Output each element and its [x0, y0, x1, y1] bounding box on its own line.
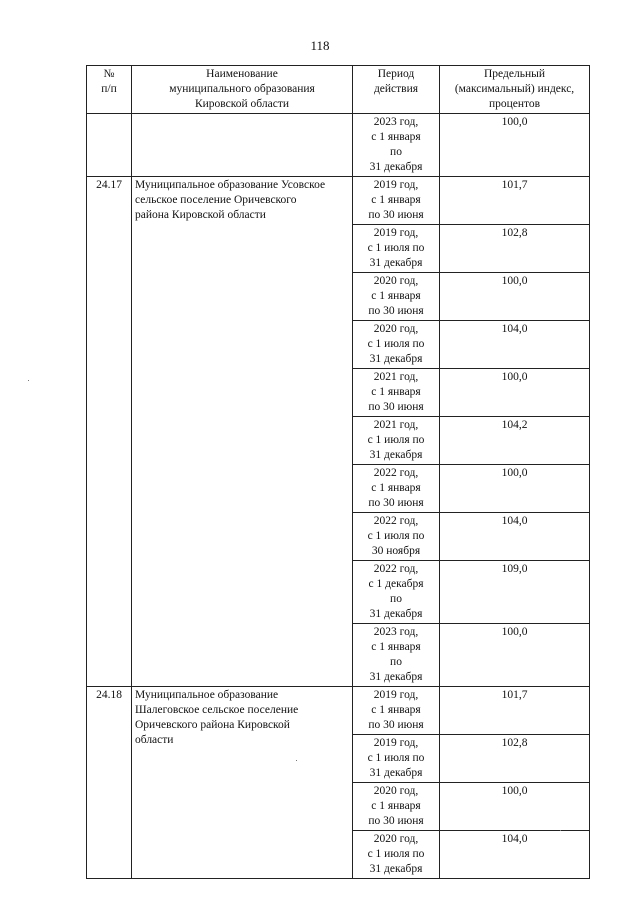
header-period-line: Период	[377, 68, 415, 80]
period-cell	[353, 225, 440, 273]
municipality-name-cell	[132, 114, 353, 177]
period-line: с 1 января	[371, 131, 421, 143]
header-municipality-line: Кировской области	[194, 98, 290, 110]
municipality-name-line: Шалеговское сельское поселение	[135, 704, 299, 716]
period-line: с 1 января	[371, 704, 421, 716]
period-line: 2019 год,	[373, 737, 419, 749]
table-row	[87, 114, 590, 177]
period-cell	[353, 369, 440, 417]
period-line: по	[390, 146, 402, 158]
period-line: с 1 июля по	[367, 848, 425, 860]
index-value-cell: 100,0	[440, 273, 590, 321]
period-line: по 30 июня	[368, 497, 424, 509]
row-number-cell	[87, 114, 132, 177]
header-period-line: действия	[373, 83, 419, 95]
period-line: с 1 июля по	[367, 530, 425, 542]
index-value-cell: 104,0	[440, 831, 590, 879]
period-line: 2019 год,	[373, 689, 419, 701]
index-value-cell: 104,0	[440, 321, 590, 369]
municipality-name-line: сельское поселение Оричевского	[135, 194, 297, 206]
period-line: с 1 января	[371, 386, 421, 398]
period-line: 2020 год,	[373, 323, 419, 335]
period-line: 2021 год,	[373, 371, 419, 383]
index-value-cell: 109,0	[440, 561, 590, 624]
period-line: по 30 июня	[368, 815, 424, 827]
period-line: с 1 июля по	[367, 434, 425, 446]
period-line: 2023 год,	[373, 626, 419, 638]
period-cell	[353, 417, 440, 465]
period-cell	[353, 321, 440, 369]
period-line: 2022 год,	[373, 467, 419, 479]
period-line: 2021 год,	[373, 419, 419, 431]
period-cell	[353, 273, 440, 321]
period-line: 31 декабря	[369, 608, 423, 620]
header-index-line: процентов	[488, 98, 541, 110]
period-cell	[353, 513, 440, 561]
index-value-cell: 101,7	[440, 177, 590, 225]
period-line: 2020 год,	[373, 275, 419, 287]
period-line: 2022 год,	[373, 563, 419, 575]
index-value-cell: 100,0	[440, 369, 590, 417]
period-line: с 1 июля по	[367, 242, 425, 254]
period-line: 2020 год,	[373, 785, 419, 797]
municipality-name-line: Муниципальное образование Усовское	[135, 179, 326, 191]
period-cell	[353, 783, 440, 831]
header-index-line: (максимальный) индекс,	[454, 83, 575, 95]
scan-speck	[28, 380, 29, 381]
municipality-name-cell	[132, 177, 353, 687]
table-row	[87, 177, 590, 225]
period-cell	[353, 561, 440, 624]
municipality-name-line: района Кировской области	[135, 209, 266, 221]
period-cell	[353, 624, 440, 687]
header-number	[87, 66, 132, 114]
period-line: 31 декабря	[369, 863, 423, 875]
period-line: по	[390, 593, 402, 605]
period-line: с 1 января	[371, 290, 421, 302]
period-line: с 1 января	[371, 482, 421, 494]
tariff-index-table	[86, 65, 590, 879]
period-cell	[353, 735, 440, 783]
index-value-cell: 104,2	[440, 417, 590, 465]
period-line: с 1 июля по	[367, 752, 425, 764]
municipality-name-line: Муниципальное образование	[135, 689, 279, 701]
table-row	[87, 687, 590, 735]
index-value-cell: 102,8	[440, 735, 590, 783]
period-line: с 1 января	[371, 800, 421, 812]
period-line: 2022 год,	[373, 515, 419, 527]
table-body	[87, 114, 590, 879]
period-line: 31 декабря	[369, 353, 423, 365]
index-value-cell: 100,0	[440, 783, 590, 831]
period-line: 31 декабря	[369, 767, 423, 779]
period-line: по 30 июня	[368, 719, 424, 731]
municipality-name-line: области	[135, 734, 174, 746]
period-line: 30 ноября	[371, 545, 421, 557]
period-line: по 30 июня	[368, 209, 424, 221]
period-line: 31 декабря	[369, 671, 423, 683]
period-cell	[353, 177, 440, 225]
period-cell	[353, 831, 440, 879]
header-number-line: п/п	[101, 83, 117, 95]
period-line: 31 декабря	[369, 449, 423, 461]
table-header-row	[87, 66, 590, 114]
period-line: 2023 год,	[373, 116, 419, 128]
index-value-cell: 100,0	[440, 465, 590, 513]
index-value-cell: 100,0	[440, 624, 590, 687]
header-index	[440, 66, 590, 114]
period-cell	[353, 465, 440, 513]
page-number: 118	[310, 38, 330, 53]
scan-speck	[560, 830, 561, 831]
header-number-line: №	[103, 68, 115, 80]
index-value-cell: 102,8	[440, 225, 590, 273]
period-cell	[353, 687, 440, 735]
period-line: 2020 год,	[373, 833, 419, 845]
header-municipality-line: муниципального образования	[169, 83, 315, 95]
row-number-cell: 24.18	[87, 687, 132, 879]
period-line: с 1 января	[371, 194, 421, 206]
period-line: 2019 год,	[373, 227, 419, 239]
header-municipality	[132, 66, 353, 114]
header-index-line: Предельный	[484, 68, 545, 80]
period-line: по 30 июня	[368, 401, 424, 413]
index-value-cell: 101,7	[440, 687, 590, 735]
header-period	[353, 66, 440, 114]
period-line: по 30 июня	[368, 305, 424, 317]
period-cell	[353, 114, 440, 177]
index-value-cell: 104,0	[440, 513, 590, 561]
period-line: с 1 декабря	[368, 578, 424, 590]
period-line: с 1 января	[371, 641, 421, 653]
period-line: 2019 год,	[373, 179, 419, 191]
period-line: 31 декабря	[369, 257, 423, 269]
municipality-name-cell	[132, 687, 353, 879]
period-line: по	[390, 656, 402, 668]
scan-speck	[296, 760, 297, 761]
period-line: 31 декабря	[369, 161, 423, 173]
header-municipality-line: Наименование	[206, 68, 278, 80]
period-line: с 1 июля по	[367, 338, 425, 350]
municipality-name-line: Оричевского района Кировской	[135, 719, 290, 731]
index-value-cell: 100,0	[440, 114, 590, 177]
row-number-cell: 24.17	[87, 177, 132, 687]
